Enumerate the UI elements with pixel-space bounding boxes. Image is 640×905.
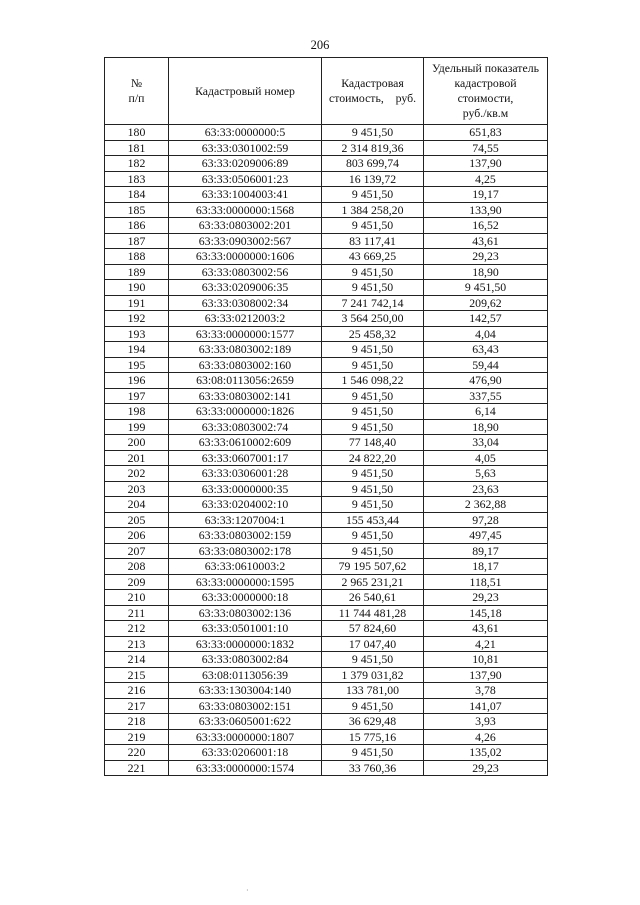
header-specific-indicator — [424, 58, 548, 125]
table-row — [105, 373, 548, 389]
cell-cadastral-value: 25 458,32 — [322, 326, 424, 342]
cell-specific-indicator: 142,57 — [424, 311, 548, 327]
cell-specific-indicator: 209,62 — [424, 295, 548, 311]
cell-specific-indicator: 337,55 — [424, 388, 548, 404]
table-row — [105, 342, 548, 358]
header-number-line-2: п/п — [128, 91, 145, 105]
cell-number: 220 — [105, 745, 169, 761]
table-row — [105, 605, 548, 621]
header-number — [105, 58, 169, 125]
cell-number: 218 — [105, 714, 169, 730]
table-row — [105, 543, 548, 559]
cell-specific-indicator: 97,28 — [424, 512, 548, 528]
cell-number: 208 — [105, 559, 169, 575]
cell-cadastral-value: 9 451,50 — [322, 528, 424, 544]
cell-cadastral-number: 63:33:0501001:10 — [169, 621, 322, 637]
cell-specific-indicator: 4,25 — [424, 171, 548, 187]
cell-cadastral-number: 63:33:0610003:2 — [169, 559, 322, 575]
cell-cadastral-number: 63:33:0605001:622 — [169, 714, 322, 730]
cell-number: 190 — [105, 280, 169, 296]
table-row — [105, 156, 548, 172]
cell-cadastral-number: 63:33:0212003:2 — [169, 311, 322, 327]
cell-specific-indicator: 9 451,50 — [424, 280, 548, 296]
cell-specific-indicator: 137,90 — [424, 667, 548, 683]
cell-cadastral-number: 63:33:0803002:84 — [169, 652, 322, 668]
cell-specific-indicator: 135,02 — [424, 745, 548, 761]
cell-number: 202 — [105, 466, 169, 482]
cell-number: 214 — [105, 652, 169, 668]
cell-number: 181 — [105, 140, 169, 156]
table-row — [105, 760, 548, 776]
cell-cadastral-value: 9 451,50 — [322, 543, 424, 559]
cell-specific-indicator: 497,45 — [424, 528, 548, 544]
cell-cadastral-value: 7 241 742,14 — [322, 295, 424, 311]
cell-cadastral-value: 9 451,50 — [322, 125, 424, 141]
table-row — [105, 125, 548, 141]
header-indicator-line-4: руб./кв.м — [462, 105, 509, 120]
cell-cadastral-number: 63:33:0308002:34 — [169, 295, 322, 311]
cell-specific-indicator: 3,93 — [424, 714, 548, 730]
cell-cadastral-value: 9 451,50 — [322, 187, 424, 203]
cell-number: 216 — [105, 683, 169, 699]
cell-cadastral-value: 11 744 481,28 — [322, 605, 424, 621]
cell-cadastral-value: 9 451,50 — [322, 419, 424, 435]
cell-number: 212 — [105, 621, 169, 637]
cell-specific-indicator: 3,78 — [424, 683, 548, 699]
cell-specific-indicator: 19,17 — [424, 187, 548, 203]
cell-cadastral-value: 1 379 031,82 — [322, 667, 424, 683]
cell-cadastral-value: 2 965 231,21 — [322, 574, 424, 590]
cell-number: 198 — [105, 404, 169, 420]
cell-cadastral-number: 63:33:0000000:1606 — [169, 249, 322, 265]
cell-specific-indicator: 16,52 — [424, 218, 548, 234]
cell-cadastral-value: 17 047,40 — [322, 636, 424, 652]
cell-number: 193 — [105, 326, 169, 342]
cell-cadastral-number: 63:33:0803002:201 — [169, 218, 322, 234]
cell-cadastral-number: 63:33:0000000:1826 — [169, 404, 322, 420]
table-row — [105, 481, 548, 497]
table-row — [105, 590, 548, 606]
table-row — [105, 714, 548, 730]
table-row — [105, 729, 548, 745]
table-row — [105, 528, 548, 544]
cell-cadastral-number: 63:08:0113056:39 — [169, 667, 322, 683]
table-row — [105, 280, 548, 296]
cell-specific-indicator: 23,63 — [424, 481, 548, 497]
cell-number: 195 — [105, 357, 169, 373]
table-row — [105, 233, 548, 249]
cell-cadastral-value: 1 384 258,20 — [322, 202, 424, 218]
table-row — [105, 388, 548, 404]
cell-cadastral-number: 63:33:0000000:1832 — [169, 636, 322, 652]
cell-specific-indicator: 118,51 — [424, 574, 548, 590]
cell-number: 215 — [105, 667, 169, 683]
cell-number: 211 — [105, 605, 169, 621]
cell-cadastral-number: 63:33:0803002:56 — [169, 264, 322, 280]
header-indicator-line-3: стоимости, — [457, 91, 514, 105]
cell-number: 205 — [105, 512, 169, 528]
table-row — [105, 140, 548, 156]
cell-cadastral-value: 9 451,50 — [322, 388, 424, 404]
cell-cadastral-number: 63:33:0506001:23 — [169, 171, 322, 187]
cell-specific-indicator: 651,83 — [424, 125, 548, 141]
table-header-row — [105, 58, 548, 125]
cell-number: 203 — [105, 481, 169, 497]
cell-specific-indicator: 141,07 — [424, 698, 548, 714]
cell-specific-indicator: 145,18 — [424, 605, 548, 621]
cell-cadastral-number: 63:33:0000000:1574 — [169, 760, 322, 776]
table-row — [105, 249, 548, 265]
cell-number: 204 — [105, 497, 169, 513]
cell-specific-indicator: 2 362,88 — [424, 497, 548, 513]
cell-specific-indicator: 29,23 — [424, 249, 548, 265]
cell-cadastral-value: 77 148,40 — [322, 435, 424, 451]
table-row — [105, 326, 548, 342]
cell-cadastral-number: 63:33:0607001:17 — [169, 450, 322, 466]
table-row — [105, 295, 548, 311]
cell-cadastral-number: 63:33:0803002:160 — [169, 357, 322, 373]
header-indicator-line-2: кадастровой — [454, 76, 517, 91]
cell-cadastral-number: 63:33:0000000:1577 — [169, 326, 322, 342]
cadastral-value-table — [104, 57, 548, 776]
table-row — [105, 187, 548, 203]
cell-number: 189 — [105, 264, 169, 280]
cell-specific-indicator: 476,90 — [424, 373, 548, 389]
cell-specific-indicator: 59,44 — [424, 357, 548, 373]
table-row — [105, 652, 548, 668]
cell-cadastral-number: 63:33:0000000:18 — [169, 590, 322, 606]
cell-cadastral-value: 36 629,48 — [322, 714, 424, 730]
cell-cadastral-value: 9 451,50 — [322, 264, 424, 280]
cell-cadastral-value: 9 451,50 — [322, 745, 424, 761]
cell-number: 182 — [105, 156, 169, 172]
cell-cadastral-number: 63:33:0209006:35 — [169, 280, 322, 296]
table-row — [105, 218, 548, 234]
cell-cadastral-value: 9 451,50 — [322, 342, 424, 358]
cell-number: 201 — [105, 450, 169, 466]
cell-cadastral-value: 133 781,00 — [322, 683, 424, 699]
cell-cadastral-value: 9 451,50 — [322, 280, 424, 296]
cell-specific-indicator: 18,17 — [424, 559, 548, 575]
cell-cadastral-number: 63:33:0000000:1807 — [169, 729, 322, 745]
table-row — [105, 202, 548, 218]
cell-specific-indicator: 89,17 — [424, 543, 548, 559]
cell-cadastral-number: 63:33:1303004:140 — [169, 683, 322, 699]
cell-cadastral-value: 2 314 819,36 — [322, 140, 424, 156]
header-number-line-1: № — [130, 76, 143, 91]
table-row — [105, 621, 548, 637]
cell-specific-indicator: 18,90 — [424, 264, 548, 280]
table-row — [105, 357, 548, 373]
table-row — [105, 698, 548, 714]
cell-specific-indicator: 133,90 — [424, 202, 548, 218]
cell-cadastral-number: 63:33:0000000:35 — [169, 481, 322, 497]
cell-cadastral-value: 33 760,36 — [322, 760, 424, 776]
cell-number: 186 — [105, 218, 169, 234]
table-row — [105, 667, 548, 683]
cell-specific-indicator: 6,14 — [424, 404, 548, 420]
cell-cadastral-number: 63:33:0803002:189 — [169, 342, 322, 358]
cell-cadastral-value: 83 117,41 — [322, 233, 424, 249]
cell-number: 192 — [105, 311, 169, 327]
cell-cadastral-number: 63:33:0803002:178 — [169, 543, 322, 559]
header-value-line-2: стоимость, руб. — [328, 91, 417, 105]
cell-cadastral-number: 63:08:0113056:2659 — [169, 373, 322, 389]
cell-number: 209 — [105, 574, 169, 590]
cell-cadastral-number: 63:33:0000000:5 — [169, 125, 322, 141]
cell-number: 207 — [105, 543, 169, 559]
cell-cadastral-number: 63:33:0610002:609 — [169, 435, 322, 451]
header-value-line-1: Кадастровая — [341, 76, 404, 91]
page-number: 206 — [310, 38, 330, 52]
table-row — [105, 264, 548, 280]
cell-cadastral-value: 9 451,50 — [322, 466, 424, 482]
table-row — [105, 574, 548, 590]
cell-cadastral-number: 63:33:0803002:136 — [169, 605, 322, 621]
cell-cadastral-value: 16 139,72 — [322, 171, 424, 187]
table-row — [105, 745, 548, 761]
table-row — [105, 559, 548, 575]
cell-cadastral-value: 9 451,50 — [322, 481, 424, 497]
table-row — [105, 497, 548, 513]
table-row — [105, 450, 548, 466]
cell-number: 221 — [105, 760, 169, 776]
cell-cadastral-number: 63:33:0306001:28 — [169, 466, 322, 482]
cell-cadastral-value: 9 451,50 — [322, 218, 424, 234]
cell-number: 187 — [105, 233, 169, 249]
cell-specific-indicator: 29,23 — [424, 590, 548, 606]
cell-specific-indicator: 5,63 — [424, 466, 548, 482]
cell-number: 180 — [105, 125, 169, 141]
table-row — [105, 311, 548, 327]
cell-cadastral-number: 63:33:0301002:59 — [169, 140, 322, 156]
cell-number: 210 — [105, 590, 169, 606]
cell-cadastral-value: 24 822,20 — [322, 450, 424, 466]
table-row — [105, 419, 548, 435]
cell-specific-indicator: 18,90 — [424, 419, 548, 435]
cell-number: 213 — [105, 636, 169, 652]
table-row — [105, 171, 548, 187]
cell-cadastral-number: 63:33:0803002:159 — [169, 528, 322, 544]
table-row — [105, 683, 548, 699]
cell-cadastral-value: 43 669,25 — [322, 249, 424, 265]
header-cadastral-value — [322, 58, 424, 125]
cell-cadastral-value: 26 540,61 — [322, 590, 424, 606]
cell-specific-indicator: 4,04 — [424, 326, 548, 342]
cell-cadastral-value: 9 451,50 — [322, 497, 424, 513]
header-indicator-line-1: Удельный показатель — [432, 61, 539, 76]
cell-cadastral-number: 63:33:0000000:1595 — [169, 574, 322, 590]
cell-cadastral-number: 63:33:1004003:41 — [169, 187, 322, 203]
cell-cadastral-number: 63:33:1207004:1 — [169, 512, 322, 528]
cell-number: 196 — [105, 373, 169, 389]
cell-cadastral-value: 57 824,60 — [322, 621, 424, 637]
table-row — [105, 512, 548, 528]
cell-cadastral-number: 63:33:0000000:1568 — [169, 202, 322, 218]
cell-cadastral-number: 63:33:0209006:89 — [169, 156, 322, 172]
cell-specific-indicator: 4,05 — [424, 450, 548, 466]
cell-cadastral-value: 9 451,50 — [322, 652, 424, 668]
cell-cadastral-number: 63:33:0903002:567 — [169, 233, 322, 249]
cell-cadastral-value: 803 699,74 — [322, 156, 424, 172]
cell-specific-indicator: 4,26 — [424, 729, 548, 745]
cell-cadastral-value: 3 564 250,00 — [322, 311, 424, 327]
cell-number: 184 — [105, 187, 169, 203]
header-cadastral-number: Кадастровый номер — [169, 58, 322, 125]
cell-number: 183 — [105, 171, 169, 187]
cell-cadastral-number: 63:33:0206001:18 — [169, 745, 322, 761]
cell-cadastral-value: 79 195 507,62 — [322, 559, 424, 575]
cell-number: 199 — [105, 419, 169, 435]
cell-cadastral-value: 9 451,50 — [322, 357, 424, 373]
cell-specific-indicator: 10,81 — [424, 652, 548, 668]
cell-cadastral-value: 15 775,16 — [322, 729, 424, 745]
cell-specific-indicator: 74,55 — [424, 140, 548, 156]
cell-specific-indicator: 29,23 — [424, 760, 548, 776]
cell-cadastral-value: 155 453,44 — [322, 512, 424, 528]
table-body — [105, 125, 548, 776]
cell-specific-indicator: 43,61 — [424, 621, 548, 637]
cell-cadastral-value: 9 451,50 — [322, 698, 424, 714]
table-row — [105, 404, 548, 420]
cell-number: 191 — [105, 295, 169, 311]
cell-number: 185 — [105, 202, 169, 218]
cell-specific-indicator: 63,43 — [424, 342, 548, 358]
cell-cadastral-number: 63:33:0803002:151 — [169, 698, 322, 714]
table-row — [105, 466, 548, 482]
cell-number: 194 — [105, 342, 169, 358]
cell-number: 217 — [105, 698, 169, 714]
cell-specific-indicator: 43,61 — [424, 233, 548, 249]
cell-number: 197 — [105, 388, 169, 404]
cell-number: 188 — [105, 249, 169, 265]
cell-cadastral-value: 1 546 098,22 — [322, 373, 424, 389]
cell-cadastral-number: 63:33:0204002:10 — [169, 497, 322, 513]
cell-number: 200 — [105, 435, 169, 451]
cell-number: 219 — [105, 729, 169, 745]
cell-specific-indicator: 33,04 — [424, 435, 548, 451]
cell-number: 206 — [105, 528, 169, 544]
cell-cadastral-number: 63:33:0803002:74 — [169, 419, 322, 435]
table-row — [105, 435, 548, 451]
cell-cadastral-number: 63:33:0803002:141 — [169, 388, 322, 404]
scan-mark: · — [246, 886, 249, 895]
cell-cadastral-value: 9 451,50 — [322, 404, 424, 420]
cell-specific-indicator: 4,21 — [424, 636, 548, 652]
cell-specific-indicator: 137,90 — [424, 156, 548, 172]
table-row — [105, 636, 548, 652]
